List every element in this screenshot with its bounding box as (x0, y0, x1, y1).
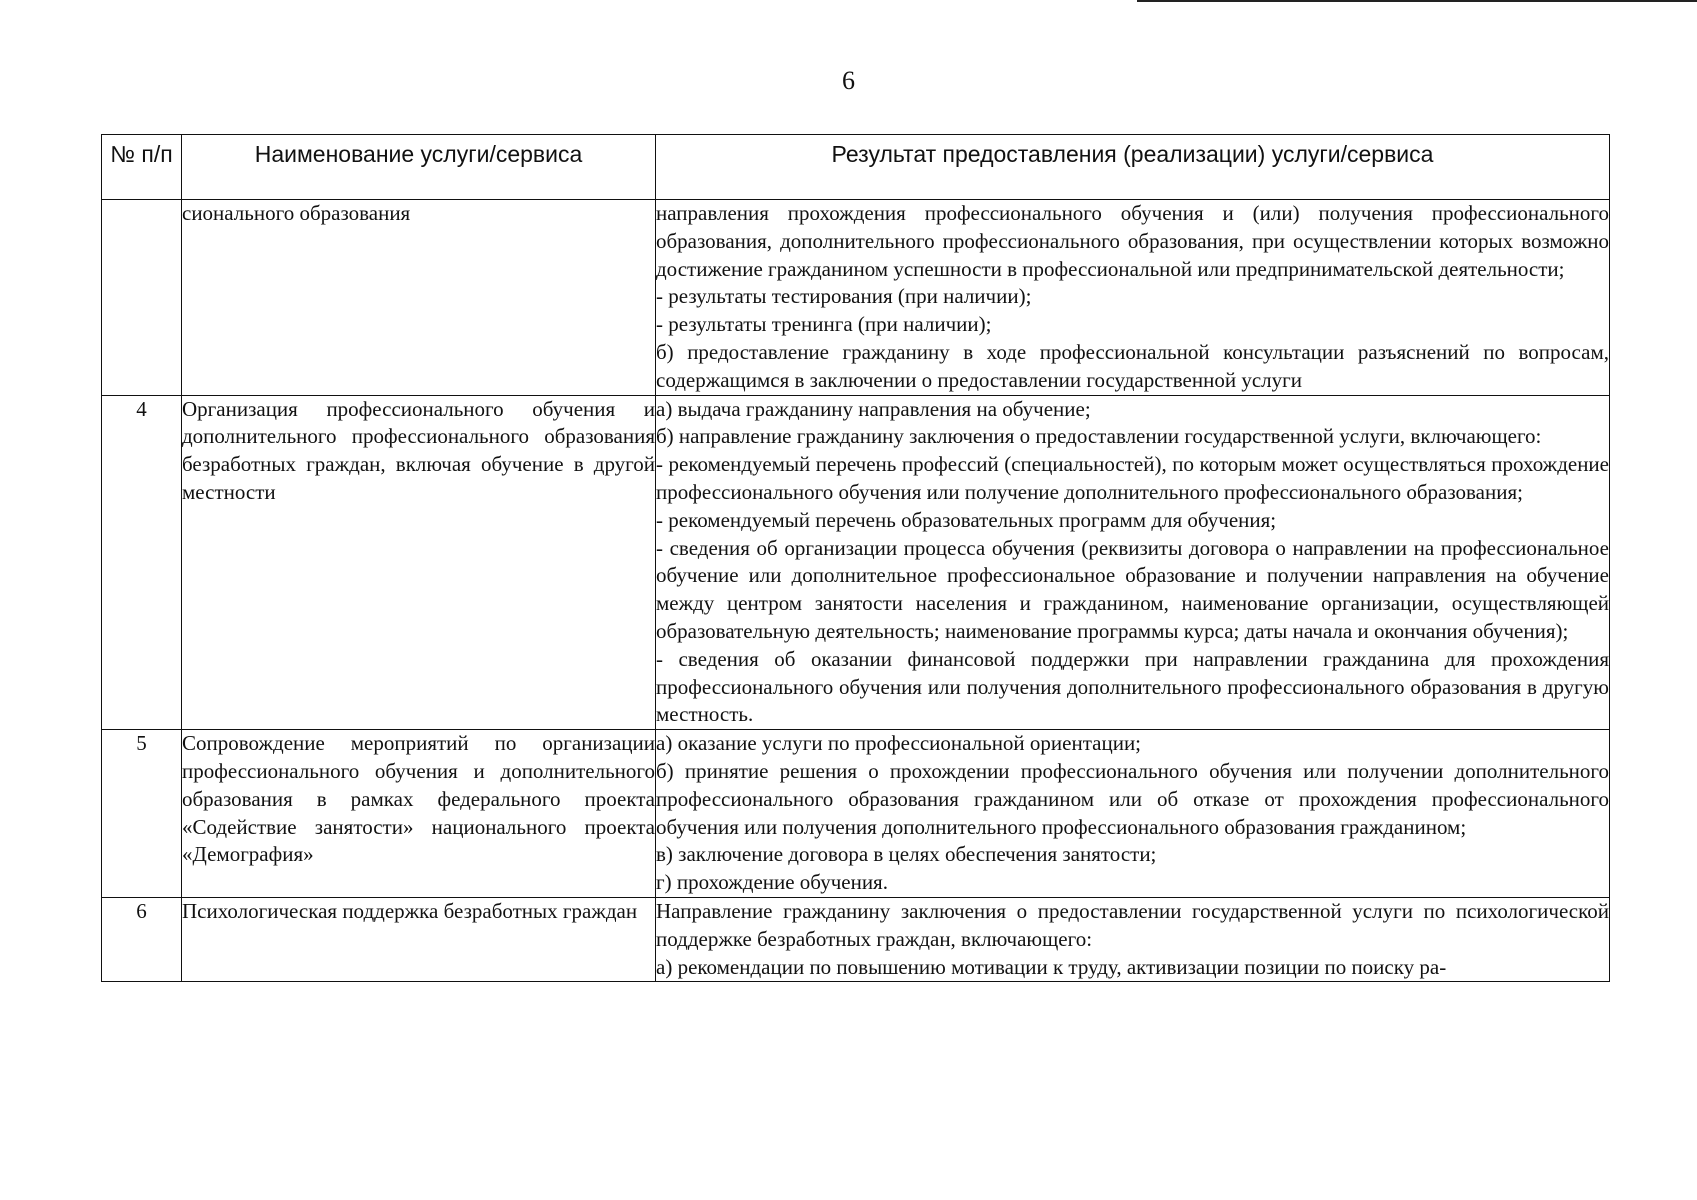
header-service-name: Наименование услуги/сервиса (182, 135, 656, 200)
table-row (102, 730, 1610, 898)
page-number: 6 (842, 66, 855, 95)
header-service-result: Результат предоставления (реализации) услуги/сервиса (656, 135, 1610, 200)
result-item: - сведения об оказании финансовой поддержки при направлении гражданина для прохождения профессионального обучения или получения дополнительного профессионального образования в другую местность. (656, 646, 1609, 727)
result-item: б) принятие решения о прохождении профессионального обучения или получении дополнительного профессионального образования гражданином или об отказе от прохождения профессионального обучения или получения дополнительного профессионального образования гражданином; (656, 758, 1609, 839)
service-result (656, 897, 1610, 981)
service-result (656, 395, 1610, 730)
service-result (656, 730, 1610, 898)
result-item: б) направление гражданину заключения о предоставлении государственной услуги, включающего: (656, 424, 1542, 449)
row-number (102, 200, 182, 396)
row-number: 5 (102, 730, 182, 898)
result-item: направления прохождения профессионального обучения и (или) получения профессионального образования, дополнительного профессионального образования, при осуществлении которых возможно достижение гражданином успешности в профессиональной или предпринимательской деятельности; (656, 201, 1609, 281)
result-item: - результаты тренинга (при наличии); (656, 312, 992, 337)
row-number: 6 (102, 897, 182, 981)
table-row (102, 395, 1610, 730)
result-item: - результаты тестирования (при наличии); (656, 284, 1032, 309)
service-name: сионального образования (182, 200, 656, 396)
result-item: - рекомендуемый перечень профессий (специальностей), по которым может осуществляться прохождение профессионального обучения или получение дополнительного профессионального образования; (656, 452, 1609, 504)
result-item: Направление гражданину заключения о предоставлении государственной услуги по психологической поддержке безработных граждан, включающего: (656, 898, 1609, 951)
table-row (102, 897, 1610, 981)
service-name: Организация профессионального обучения и дополнительного профессионального образования безработных граждан, включая обучение в другой местности (182, 395, 656, 730)
result-item: - сведения об организации процесса обучения (реквизиты договора о направлении на профессиональное обучение или дополнительное профессиональное образование и получении направления на обучение между центром занятости населения и гражданином, наименование организации, осуществляющей образовательную деятельность; наименование программы курса; даты начала и окончания обучения); (656, 535, 1609, 643)
scan-edge-line (1137, 0, 1697, 2)
result-item: б) предоставление гражданину в ходе профессиональной консультации разъяснений по вопросам, содержащимся в заключении о предоставлении государственной услуги (656, 339, 1609, 392)
result-item: в) заключение договора в целях обеспечения занятости; (656, 842, 1157, 867)
result-item: а) рекомендации по повышению мотивации к труду, активизации позиции по поиску ра- (656, 954, 1447, 979)
result-item: - рекомендуемый перечень образовательных программ для обучения; (656, 507, 1277, 532)
service-name: Психологическая поддержка безработных граждан (182, 897, 656, 981)
result-item: а) оказание услуги по профессиональной ориентации; (656, 731, 1142, 756)
row-number: 4 (102, 395, 182, 730)
table-row (102, 200, 1610, 396)
service-result (656, 200, 1610, 396)
result-item: а) выдача гражданину направления на обучение; (656, 396, 1091, 421)
result-item: г) прохождение обучения. (656, 870, 888, 895)
header-number: № п/п (102, 135, 182, 200)
services-table (101, 134, 1610, 982)
table-header-row (102, 135, 1610, 200)
service-name: Сопровождение мероприятий по организации профессионального обучения и дополнительного образования в рамках федерального проекта «Содействие занятости» национального проекта «Демография» (182, 730, 656, 898)
